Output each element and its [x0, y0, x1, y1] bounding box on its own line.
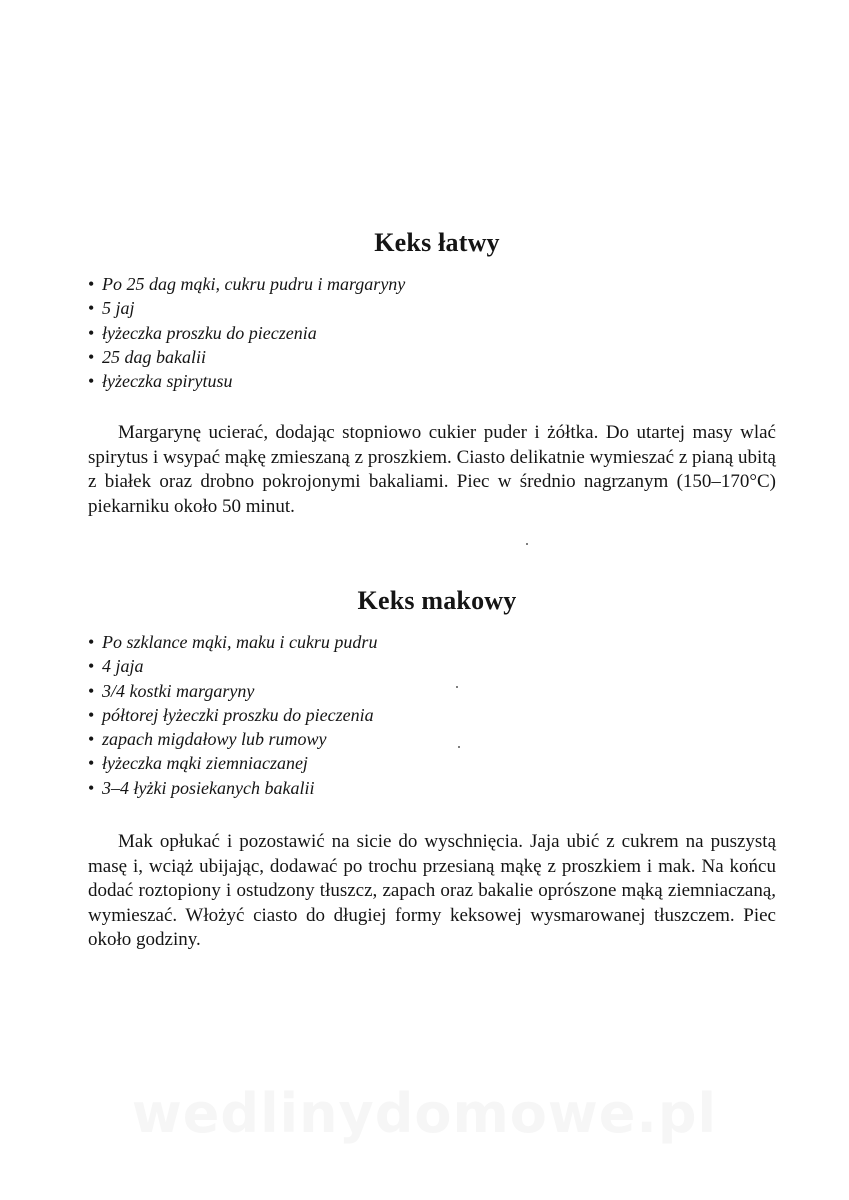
bullet-icon: • — [88, 680, 95, 701]
bullet-icon: • — [88, 632, 95, 652]
ingredient-item: • łyżeczka spirytusu — [88, 369, 778, 393]
ingredient-list — [88, 630, 778, 800]
ingredient-item: • 25 dag bakalii — [88, 345, 778, 369]
bullet-icon: • — [88, 656, 95, 677]
ingredient-item: • Po szklance mąki, maku i cukru pudru — [88, 630, 778, 654]
scan-speck — [456, 686, 458, 688]
scan-speck — [526, 543, 528, 545]
ingredient-item: • łyżeczka proszku do pieczenia — [88, 321, 778, 345]
ingredient-item: • Po 25 dag mąki, cukru pudru i margaryny — [88, 272, 778, 296]
ingredient-list — [88, 272, 778, 393]
bullet-icon: • — [88, 371, 95, 392]
ingredient-item: • łyżeczka mąki ziemniaczanej — [88, 751, 778, 775]
ingredient-item: • 4 jaja — [88, 654, 778, 678]
bullet-icon: • — [88, 346, 95, 367]
ingredient-item: • 5 jaj — [88, 296, 778, 320]
bullet-icon: • — [88, 322, 95, 343]
watermark: wedlinydomowe.pl — [131, 1082, 718, 1145]
recipe-keks-makowy — [88, 586, 778, 953]
ingredient-item: • półtorej łyżeczki proszku do pieczenia — [88, 703, 778, 727]
bullet-icon: • — [88, 729, 95, 750]
ingredient-item: • 3/4 kostki margaryny — [88, 679, 778, 703]
bullet-icon: • — [88, 704, 95, 725]
bullet-icon: • — [88, 777, 95, 798]
recipe-title: Keks makowy — [357, 586, 517, 615]
method-paragraph: Mak opłukać i pozostawić na sicie do wyschnięcia. Jaja ubić z cukrem na puszystą masę i, wciąż ubijając, dodawać po trochu przesianą mąkę z proszkiem i mak. Na końcu dodać roztopiony i ostudzony tłuszcz, zapach oraz bakalie oprószone mąką ziemniaczaną, wymieszać. Włożyć ciasto do długiej formy keksowej wysmarowanej tłuszczem. Piec około godziny. — [88, 831, 776, 951]
method-paragraph: Margarynę ucierać, dodając stopniowo cukier puder i żółtka. Do utartej masy wlać spirytus i wsypać mąkę zmieszaną z proszkiem. Ciasto delikatnie wymieszać z pianą ubitą z białek oraz drobno pokrojonymi bakaliami. Piec w średnio nagrzanym (150–170°C) piekarniku około 50 minut. — [88, 422, 776, 517]
scan-speck — [458, 746, 460, 748]
ingredient-item: • 3–4 łyżki posiekanych bakalii — [88, 776, 778, 800]
recipe-title: Keks łatwy — [374, 228, 500, 257]
bullet-icon: • — [88, 274, 95, 294]
bullet-icon: • — [88, 753, 95, 774]
bullet-icon: • — [88, 298, 95, 319]
ingredient-item: • zapach migdałowy lub rumowy — [88, 727, 778, 751]
recipe-keks-latwy — [88, 228, 778, 519]
